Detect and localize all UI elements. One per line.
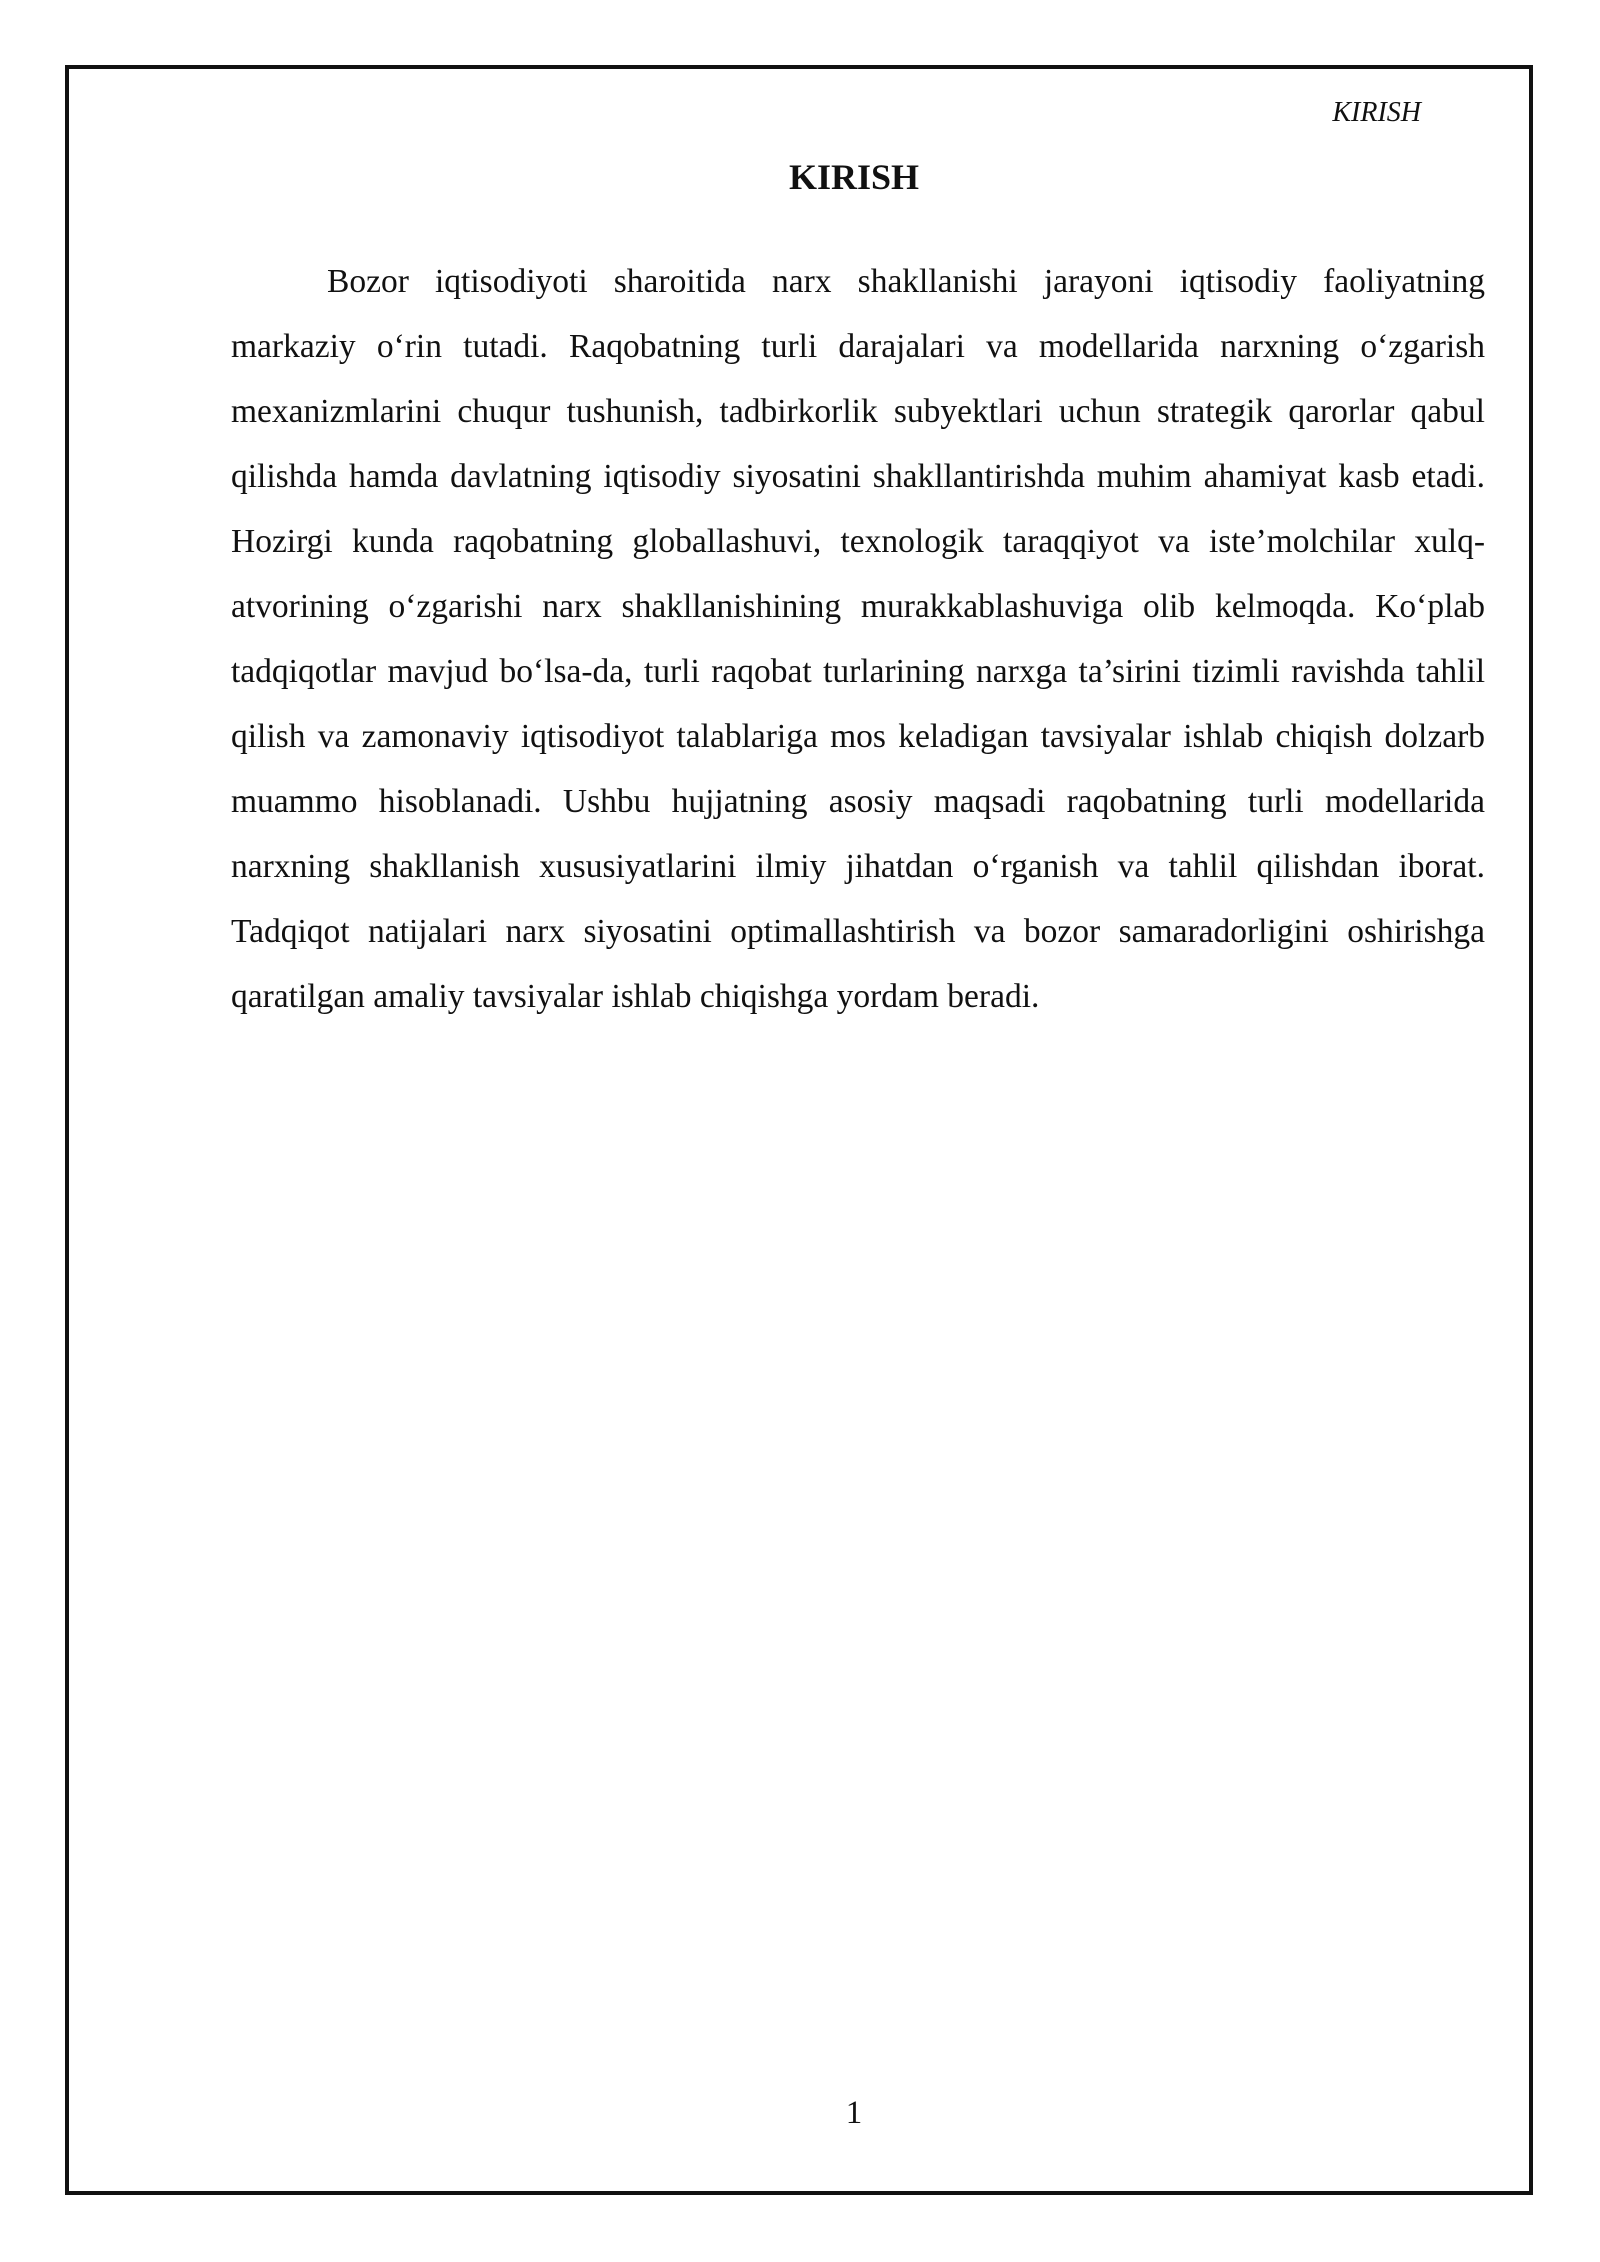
page-number: 1 — [845, 2095, 863, 2131]
running-header: KIRISH — [1332, 97, 1421, 128]
body-paragraph: Bozor iqtisodiyoti sharoitida narx shakllanishi jarayoni iqtisodiy faoliyatning markaziy o‘rin tutadi. Raqobatning turli darajalari va modellarida narxning o‘zgarish mexanizmlarini chuqur tushunish, tadbirkorlik subyektlari uchun strategik qarorlar qabul qilishda hamda davlatning iqtisodiy siyosatini shakllantirishda muhim ahamiyat kasb etadi. Hozirgi kunda raqobatning globallashuvi, texnologik taraqqiyot va iste’molchilar xulq-atvorining o‘zgarishi narx shakllanishining murakkablashuviga olib kelmoqda. Ko‘plab tadqiqotlar mavjud bo‘lsa-da, turli raqobat turlarining narxga ta’sirini tizimli ravishda tahlil qilish va zamonaviy iqtisodiyot talablariga mos keladigan tavsiyalar ishlab chiqish dolzarb muammo hisoblanadi. Ushbu hujjatning asosiy maqsadi raqobatning turli modellarida narxning shakllanish xususiyatlarini ilmiy jihatdan o‘rganish va tahlil qilishdan iborat. Tadqiqot natijalari narx siyosatini optimallashtirish va bozor samaradorligini oshirishga qaratilgan amaliy tavsiyalar ishlab chiqishga yordam beradi. — [231, 263, 1485, 1015]
page-title: KIRISH — [788, 157, 920, 197]
page-frame — [65, 65, 1533, 2195]
